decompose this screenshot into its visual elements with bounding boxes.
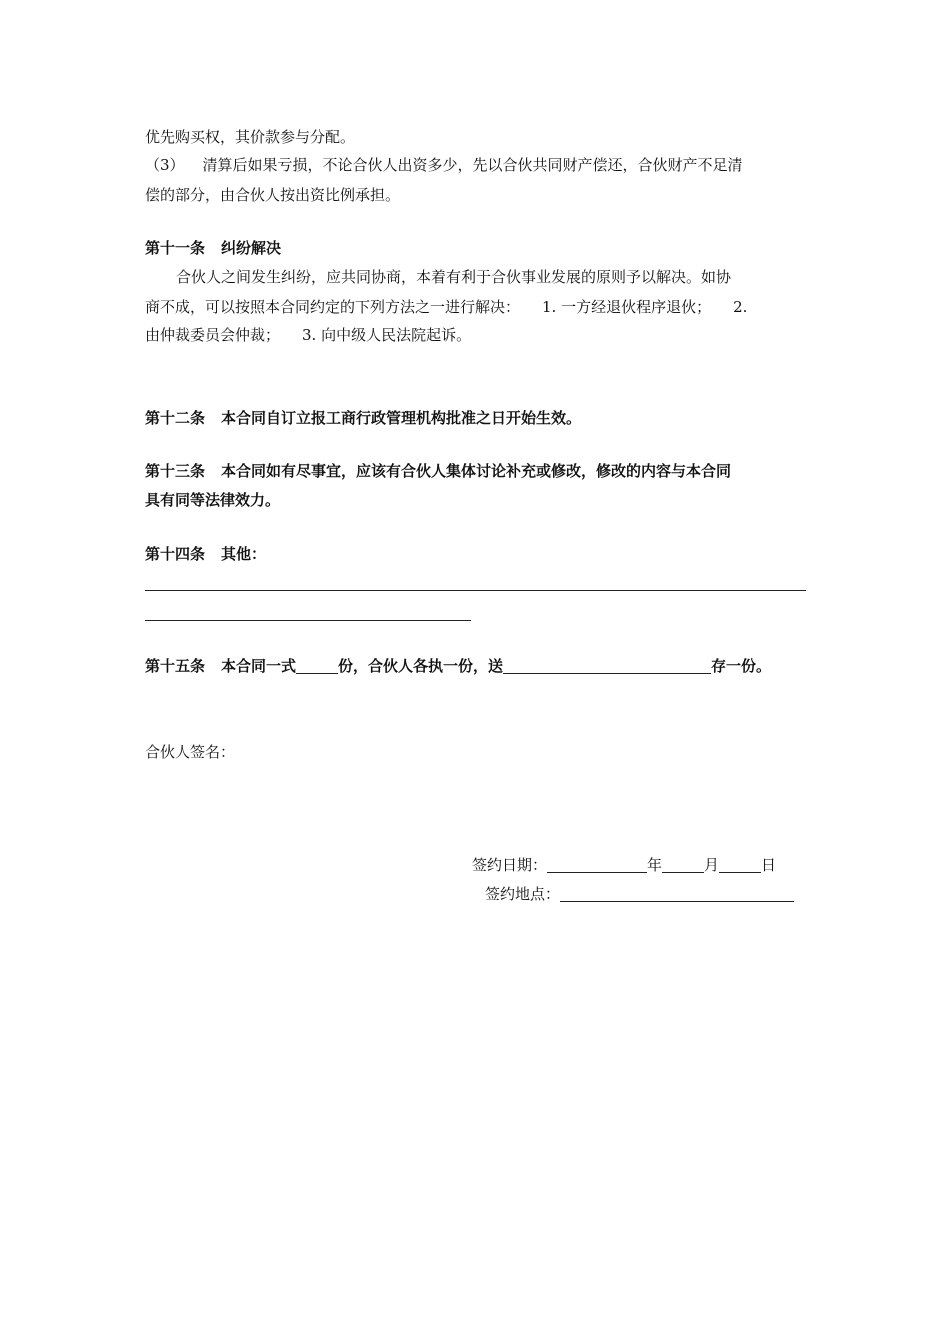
paragraph-line [145, 297, 747, 317]
sign-place [485, 884, 794, 904]
article-15 [145, 656, 771, 676]
article-12 [145, 408, 581, 428]
text: 本合同自订立报工商行政管理机构批准之日开始生效。 [221, 409, 582, 427]
text: 份，合伙人各执一份，送 [338, 657, 504, 675]
text: 优先购买权，其价款参与分配。 [145, 128, 356, 146]
item-number: （3） [145, 156, 185, 174]
place-label: 签约地点： [485, 885, 561, 903]
month-label: 月 [704, 856, 720, 874]
recipient-blank [503, 657, 711, 674]
sign-date [472, 855, 776, 875]
paragraph-item-3 [145, 155, 743, 175]
copies-blank [296, 657, 338, 674]
text: 2. [733, 298, 748, 316]
paragraph-line [176, 267, 731, 287]
text: 商不成，可以按照本合同约定的下列方法之一进行解决： [145, 298, 521, 316]
day-blank [719, 856, 761, 873]
text: 偿的部分，由合伙人按出资比例承担。 [145, 186, 401, 204]
text: 存一份。 [711, 657, 772, 675]
text: 其他： [221, 545, 267, 563]
text: 本合同如有尽事宜，应该有合伙人集体讨论补充或修改，修改的内容与本合同 [221, 462, 732, 480]
month-blank [662, 856, 704, 873]
article-number: 第十五条 [145, 657, 206, 675]
partner-signature-label [145, 742, 235, 762]
text: 3. 向中级人民法院起诉。 [302, 326, 472, 344]
article-title: 纠纷解决 [221, 239, 282, 257]
text: 具有同等法律效力。 [145, 491, 281, 509]
paragraph-line [145, 185, 400, 205]
place-blank [560, 885, 794, 902]
year-label: 年 [647, 856, 663, 874]
article-13 [145, 461, 731, 481]
text: 由仲裁委员会仲裁； [145, 326, 281, 344]
text: 合伙人签名： [145, 743, 236, 761]
text: 本合同一式 [221, 657, 297, 675]
article-number: 第十二条 [145, 409, 206, 427]
text: 1. 一方经退伙程序退伙； [542, 298, 712, 316]
article-number: 第十三条 [145, 462, 206, 480]
day-label: 日 [761, 856, 777, 874]
article-14 [145, 544, 266, 564]
blank-line [145, 620, 471, 621]
text: 清算后如果亏损，不论合伙人出资多少，先以合伙共同财产偿还，合伙财产不足清 [202, 156, 743, 174]
paragraph-line [145, 490, 280, 510]
blank-line [145, 590, 806, 591]
text: 合伙人之间发生纠纷，应共同协商，本着有利于合伙事业发展的原则予以解决。如协 [176, 268, 732, 286]
paragraph-line [145, 325, 471, 345]
year-blank [547, 856, 647, 873]
article-11-heading [145, 238, 281, 258]
paragraph-line [145, 127, 355, 147]
article-number: 第十一条 [145, 239, 206, 257]
article-number: 第十四条 [145, 545, 206, 563]
date-label: 签约日期： [472, 856, 548, 874]
